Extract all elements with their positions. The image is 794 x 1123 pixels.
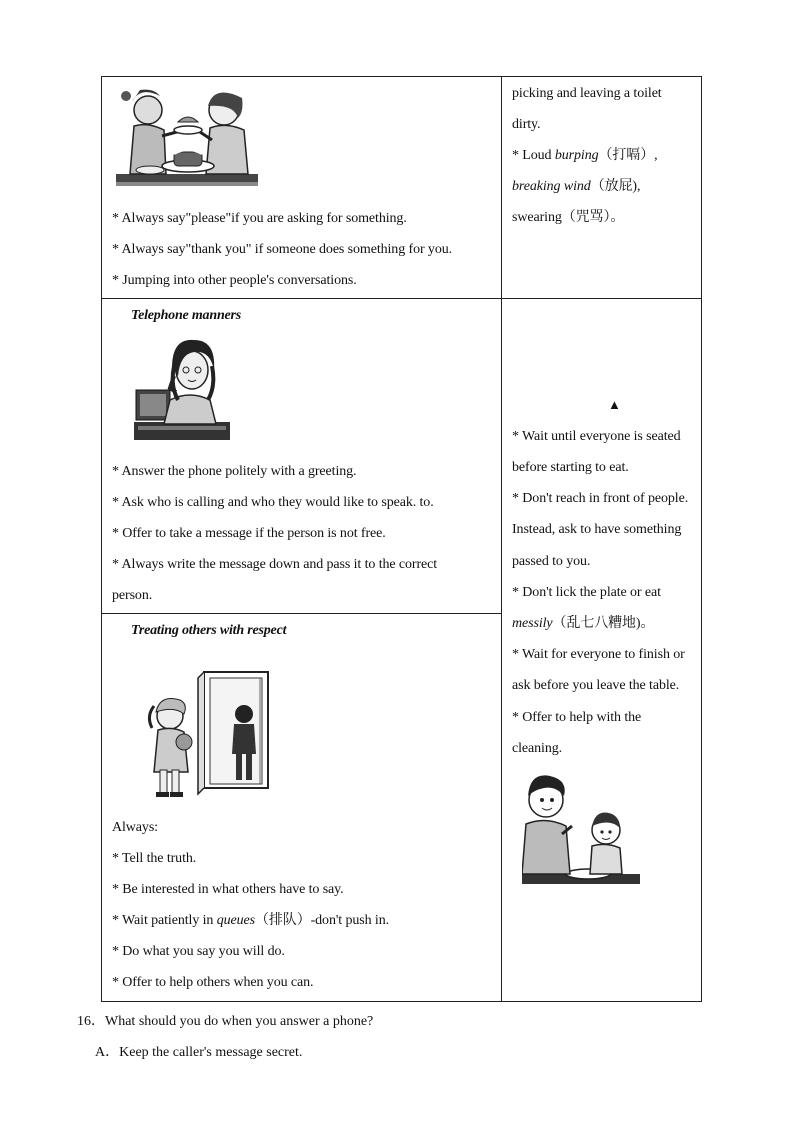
- bad-habits-line-2: dirty.: [512, 117, 541, 132]
- eating-line-6: * Don't lick the plate or eat: [512, 585, 661, 600]
- table-manners-bullet-jumping: * Jumping into other people's conversations.: [112, 273, 357, 288]
- respect-heading: Treating others with respect: [131, 623, 287, 638]
- eating-line-2: before starting to eat.: [512, 460, 629, 475]
- eating-line-1: * Wait until everyone is seated: [512, 429, 681, 444]
- bad-habits-line-burping: * Loud burping（打嗝）,: [512, 148, 658, 163]
- eating-line-9: * Offer to help with the: [512, 710, 642, 725]
- eating-line-8: ask before you leave the table.: [512, 678, 680, 693]
- telephone-bullet-write: * Always write the message down and pass it to the correct: [112, 557, 438, 572]
- respect-bullet-truth: * Tell the truth.: [112, 851, 197, 866]
- telephone-bullet-answer: * Answer the phone politely with a greeting.: [112, 464, 357, 479]
- eating-line-5: passed to you.: [512, 554, 591, 569]
- telephone-bullet-ask: * Ask who is calling and who they would like to speak. to.: [112, 495, 434, 510]
- eating-line-messily: messily（乱七八糟地)。: [512, 616, 655, 631]
- eating-line-7: * Wait for everyone to finish or: [512, 647, 685, 662]
- telephone-bullet-write-cont: person.: [112, 588, 153, 603]
- eating-line-10: cleaning.: [512, 741, 563, 756]
- table-manners-bullet-thank-you: * Always say"thank you" if someone does something for you.: [112, 242, 453, 257]
- girl-offering-cake-illustration: [112, 86, 262, 190]
- adult-and-child-eating-illustration: [522, 774, 642, 898]
- missing-heading-marker: ▲: [608, 397, 621, 412]
- woman-on-phone-illustration: [130, 336, 234, 446]
- eating-line-3: * Don't reach in front of people.: [512, 491, 689, 506]
- question-16-option-a[interactable]: A．Keep the caller's message secret.: [95, 1045, 303, 1060]
- bad-habits-line-1: picking and leaving a toilet: [512, 86, 662, 101]
- bad-habits-line-swearing: swearing（咒骂）。: [512, 210, 625, 225]
- question-16: 16．What should you do when you answer a phone?: [77, 1014, 374, 1029]
- eating-line-4: Instead, ask to have something: [512, 522, 682, 537]
- respect-bullet-queues: * Wait patiently in queues（排队）-don't push in.: [112, 913, 390, 928]
- respect-bullet-do-what-you-say: * Do what you say you will do.: [112, 944, 285, 959]
- respect-bullet-interested: * Be interested in what others have to say.: [112, 882, 344, 897]
- table-manners-bullet-please: * Always say"please"if you are asking for something.: [112, 211, 407, 226]
- telephone-bullet-offer: * Offer to take a message if the person is not free.: [112, 526, 386, 541]
- respect-bullet-offer-help: * Offer to help others when you can.: [112, 975, 314, 990]
- girl-holding-door-illustration: [134, 666, 280, 802]
- bad-habits-line-breaking-wind: breaking wind（放屁),: [512, 179, 641, 194]
- respect-always-label: Always:: [112, 820, 158, 835]
- telephone-manners-heading: Telephone manners: [131, 308, 242, 323]
